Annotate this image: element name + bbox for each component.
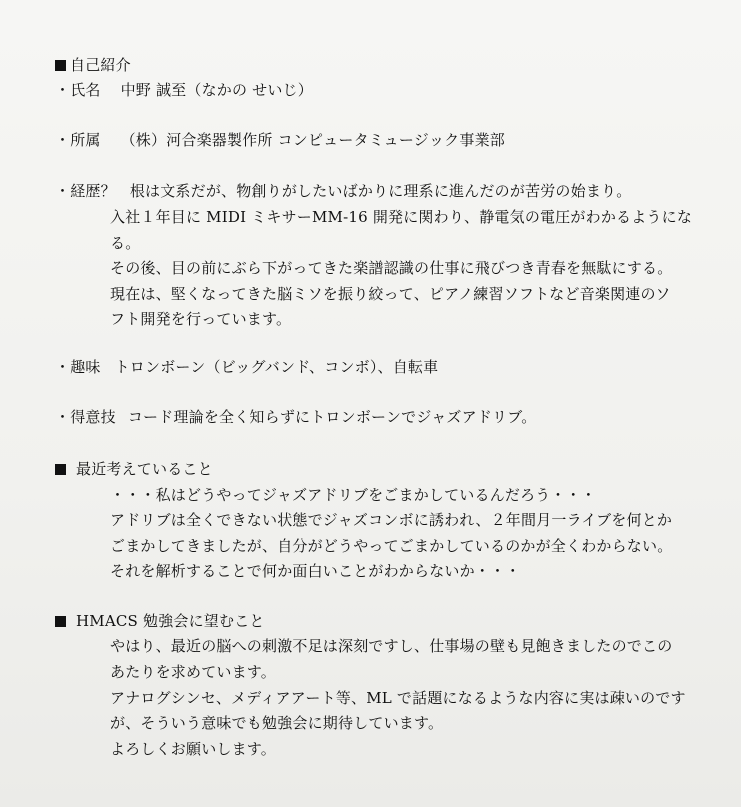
affiliation-row [55, 131, 505, 149]
hmacs-line: アナログシンセ、メディアアート等、ML で話題になるような内容に実は疎いのです [110, 689, 686, 707]
square-bullet-icon [55, 464, 66, 475]
career-line: その後、目の前にぶら下がってきた楽譜認識の仕事に飛びつき青春を無駄にする。 [110, 259, 673, 277]
name-value: 中野 誠至（なかの せいじ） [120, 81, 313, 99]
hmacs-line: が、そういう意味でも勉強会に期待しています。 [110, 714, 444, 732]
recent-line: それを解析することで何か面白いことがわからないか・・・ [110, 562, 521, 580]
recent-heading-row [55, 460, 213, 478]
hmacs-line: よろしくお願いします。 [110, 740, 277, 758]
hmacs-line: やはり、最近の脳への刺激不足は深刻ですし、仕事場の壁も見飽きましたのでこの [110, 637, 673, 655]
skill-label: ・得意技 [55, 408, 116, 426]
career-line: 現在は、堅くなってきた脳ミソを振り絞って、ピアノ練習ソフトなど音楽関連のソ [110, 285, 671, 303]
recent-line: ・・・私はどうやってジャズアドリブをごまかしているんだろう・・・ [110, 486, 597, 504]
square-bullet-icon [55, 616, 66, 627]
career-label: ・経歴？ [55, 182, 116, 200]
hobby-row [55, 358, 438, 376]
career-line: 根は文系だが、物創りがしたいばかりに理系に進んだのが苦労の始まり。 [129, 182, 632, 200]
name-row [55, 81, 313, 99]
name-label: ・氏名 [55, 81, 101, 99]
intro-heading: 自己紹介 [70, 56, 131, 74]
recent-line: ごまかしてきましたが、自分がどうやってごまかしているのかが全くわからない。 [110, 537, 673, 555]
intro-heading-row [55, 56, 131, 74]
hmacs-line: あたりを求めています。 [110, 663, 277, 681]
career-line: 入社１年目に MIDI ミキサーMM-16 開発に関わり、静電気の電圧がわかるようにな [110, 208, 693, 226]
career-line: る。 [110, 234, 141, 252]
square-bullet-icon [55, 60, 66, 71]
hmacs-heading: HMACS 勉強会に望むこと [76, 612, 265, 630]
skill-row [55, 408, 536, 426]
hmacs-heading-row [55, 612, 265, 630]
recent-heading: 最近考えていること [76, 460, 213, 478]
career-line: フト開発を行っています。 [110, 310, 292, 328]
hobby-label: ・趣味 [55, 358, 101, 376]
recent-line: アドリブは全くできない状態でジャズコンボに誘われ、２年間月一ライブを何とか [110, 511, 673, 529]
affiliation-value: （株）河合楽器製作所 コンピュータミュージック事業部 [120, 131, 505, 149]
skill-value: コード理論を全く知らずにトロンボーンでジャズアドリブ。 [127, 408, 537, 426]
career-row [55, 182, 631, 200]
hobby-value: トロンボーン（ビッグバンド、コンボ）、自転車 [114, 358, 439, 376]
affiliation-label: ・所属 [55, 131, 101, 149]
